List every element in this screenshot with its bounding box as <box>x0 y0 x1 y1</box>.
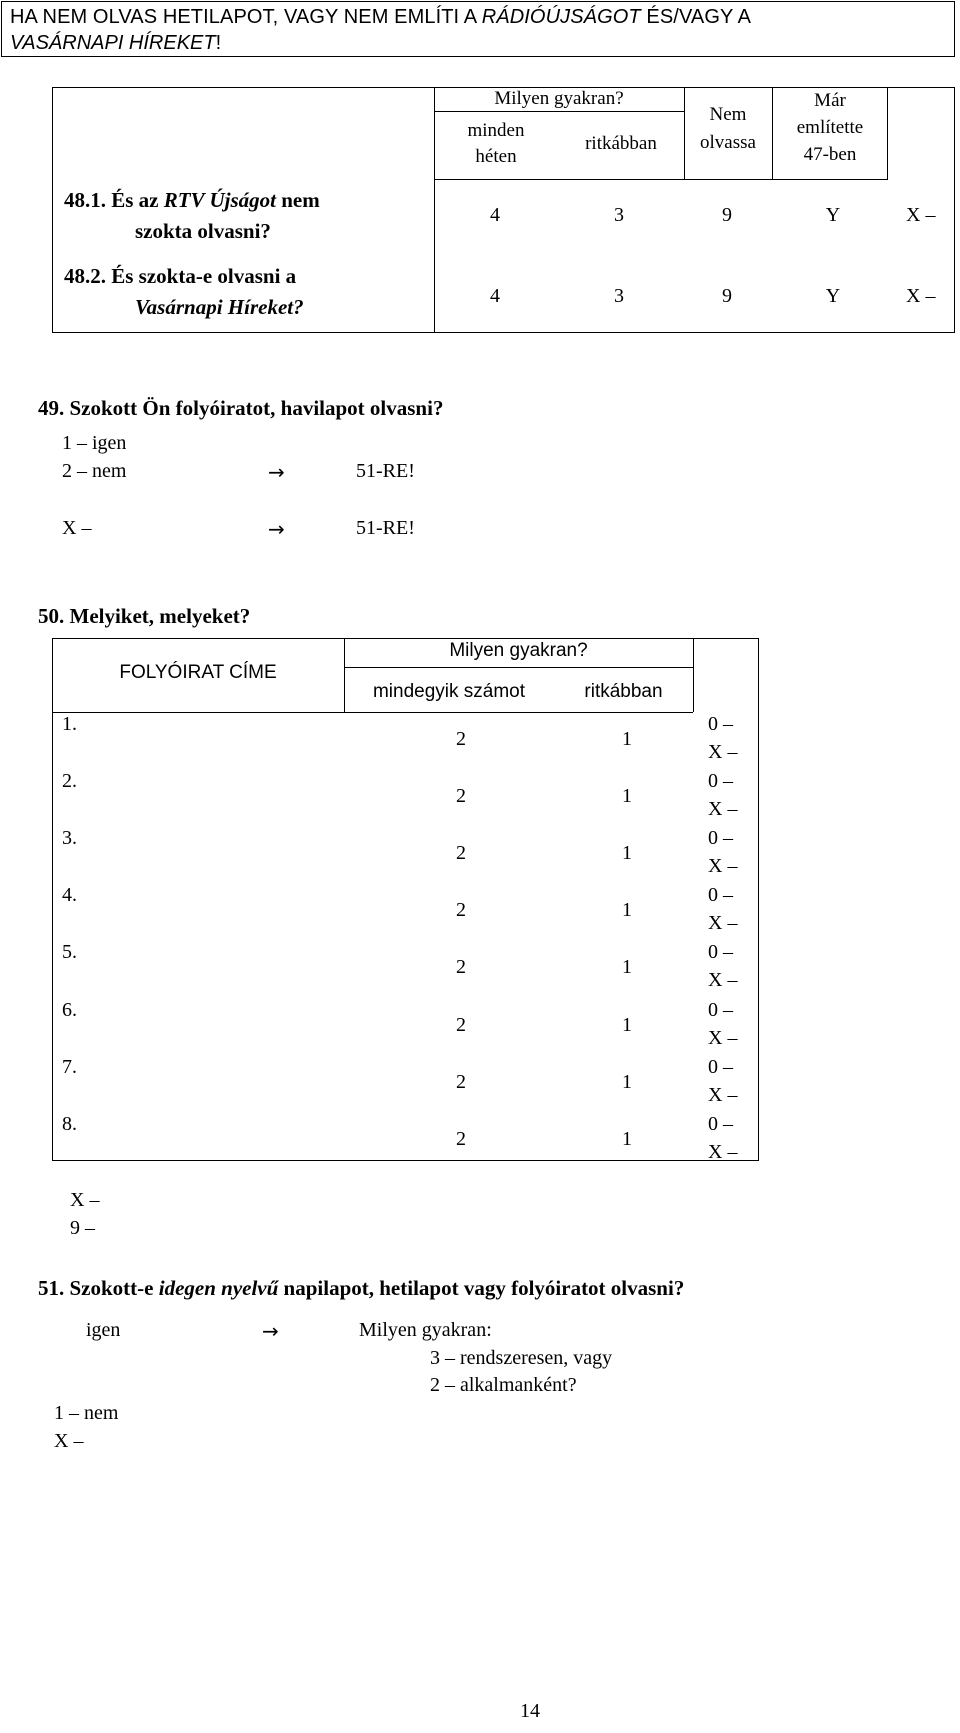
q48-2-label-line2: Vasárnapi Híreket? <box>135 295 304 319</box>
q50-row-code-x[interactable]: X – <box>708 969 738 992</box>
q50-row-code-2[interactable]: 2 <box>456 899 466 922</box>
q50-row-code-0[interactable]: 0 – <box>708 1112 733 1135</box>
q50-row-code-2[interactable]: 2 <box>456 1013 466 1036</box>
q50-row-code-x[interactable]: X – <box>708 1083 738 1106</box>
q51-question: 51. Szokott-e idegen nyelvű napilapot, hetilapot vagy folyóiratot olvasni? <box>38 1276 685 1300</box>
q50-row-code-1[interactable]: 1 <box>622 785 632 808</box>
q50-row-number: 8. <box>62 1112 77 1135</box>
q49-skip-target-x: 51-RE! <box>356 517 415 539</box>
q49-question: 49. Szokott Ön folyóiratot, havilapot olvasni? <box>38 396 444 420</box>
q51-option-rendszeresen[interactable]: 3 – rendszeresen, vagy <box>430 1347 613 1369</box>
q50-row-number: 3. <box>62 827 77 850</box>
q50-row-code-1[interactable]: 1 <box>622 1070 632 1093</box>
q50-option-9[interactable]: 9 – <box>70 1217 95 1239</box>
skip-arrow-icon: → <box>268 460 285 484</box>
q48-col-olvassa: olvassa <box>700 132 756 153</box>
q48-1-code-4[interactable]: 4 <box>490 204 500 226</box>
q48-col-47ben: 47-ben <box>803 144 857 165</box>
q50-row-code-1[interactable]: 1 <box>622 842 632 865</box>
q48-col-emlitette: említette <box>796 117 864 138</box>
followup-arrow-icon: → <box>262 1319 279 1343</box>
q50-table <box>52 638 759 1161</box>
q49-option-igen[interactable]: 1 – igen <box>62 432 127 454</box>
q48-2-label: 48.2. És szokta-e olvasni a <box>64 264 297 288</box>
q50-question: 50. Melyiket, melyeket? <box>38 604 251 628</box>
q51-option-x[interactable]: X – <box>54 1430 84 1452</box>
q48-2-code-4[interactable]: 4 <box>490 285 500 307</box>
q48-1-code-3[interactable]: 3 <box>614 204 624 226</box>
q48-1-label-line2: szokta olvasni? <box>135 219 271 243</box>
q50-row-number: 2. <box>62 770 77 793</box>
q50-row-code-1[interactable]: 1 <box>622 1127 632 1150</box>
q50-row-number: 4. <box>62 884 77 907</box>
q50-row-code-x[interactable]: X – <box>708 912 738 935</box>
q50-row-number: 6. <box>62 998 77 1021</box>
page-number: 14 <box>520 1700 540 1722</box>
q50-row-code-x[interactable]: X – <box>708 1140 738 1163</box>
q50-row-number: 7. <box>62 1055 77 1078</box>
q50-row-code-0[interactable]: 0 – <box>708 998 733 1021</box>
q50-row-code-1[interactable]: 1 <box>622 899 632 922</box>
q50-col-mindegyik: mindegyik számot <box>372 681 526 702</box>
q50-row-code-1[interactable]: 1 <box>622 728 632 750</box>
skip-arrow-icon: → <box>268 517 285 541</box>
q49-option-nem[interactable]: 2 – nem <box>62 460 127 482</box>
q48-2-code-9[interactable]: 9 <box>722 285 732 307</box>
q50-row-code-x[interactable]: X – <box>708 855 738 878</box>
q50-row-code-0[interactable]: 0 – <box>708 1055 733 1078</box>
q48-col-header: Milyen gyakran? <box>494 88 624 109</box>
q50-row-code-x[interactable]: X – <box>708 798 738 821</box>
q50-option-x[interactable]: X – <box>70 1189 100 1211</box>
q50-row-code-2[interactable]: 2 <box>456 1070 466 1093</box>
q48-col-nem: Nem <box>709 104 747 125</box>
q51-how-often: Milyen gyakran: <box>359 1319 492 1341</box>
q48-2-code-3[interactable]: 3 <box>614 285 624 307</box>
instruction-line-1: HA NEM OLVAS HETILAPOT, VAGY NEM EMLÍTI A RÁDIÓÚJSÁGOT ÉS/VAGY A <box>10 6 752 28</box>
q50-row-code-2[interactable]: 2 <box>456 785 466 808</box>
q50-row-number: 5. <box>62 941 77 964</box>
q48-2-code-y[interactable]: Y <box>825 285 841 307</box>
q50-row-number: 1. <box>62 713 77 735</box>
q50-col-header: Milyen gyakran? <box>449 640 588 661</box>
q50-row-code-1[interactable]: 1 <box>622 1013 632 1036</box>
q50-row-code-1[interactable]: 1 <box>622 956 632 979</box>
q50-row-code-2[interactable]: 2 <box>456 1127 466 1150</box>
q50-row-code-0[interactable]: 0 – <box>708 827 733 850</box>
q48-col-mar: Már <box>814 90 846 111</box>
q50-row-code-x[interactable]: X – <box>708 741 738 763</box>
q48-1-code-x[interactable]: X – <box>906 204 936 226</box>
q50-row-code-0[interactable]: 0 – <box>708 884 733 907</box>
q51-option-alkalmankent[interactable]: 2 – alkalmanként? <box>430 1374 577 1396</box>
instruction-line-2: VASÁRNAPI HÍREKET! <box>10 32 222 54</box>
q48-col-ritkabban: ritkábban <box>585 133 657 154</box>
q50-row-code-x[interactable]: X – <box>708 1026 738 1049</box>
q50-row-code-0[interactable]: 0 – <box>708 770 733 793</box>
q50-row-code-2[interactable]: 2 <box>456 728 466 750</box>
q48-1-code-9[interactable]: 9 <box>722 204 732 226</box>
q51-option-nem[interactable]: 1 – nem <box>54 1402 119 1424</box>
q50-col-ritkabban: ritkábban <box>584 681 663 702</box>
q49-option-x[interactable]: X – <box>62 517 92 539</box>
q48-col-heten: héten <box>475 146 517 167</box>
q50-row-code-0[interactable]: 0 – <box>708 713 733 735</box>
q51-option-igen[interactable]: igen <box>86 1319 121 1341</box>
q50-col-title: FOLYÓIRAT CÍME <box>119 662 277 683</box>
q50-row-code-0[interactable]: 0 – <box>708 941 733 964</box>
q48-1-label: 48.1. És az RTV Újságot nem <box>64 188 320 212</box>
q48-2-code-x[interactable]: X – <box>906 285 936 307</box>
q50-row-code-2[interactable]: 2 <box>456 842 466 865</box>
q48-1-code-y[interactable]: Y <box>825 204 841 226</box>
q48-col-minden: minden <box>467 120 525 141</box>
q49-skip-target: 51-RE! <box>356 460 415 482</box>
q50-row-code-2[interactable]: 2 <box>456 956 466 979</box>
